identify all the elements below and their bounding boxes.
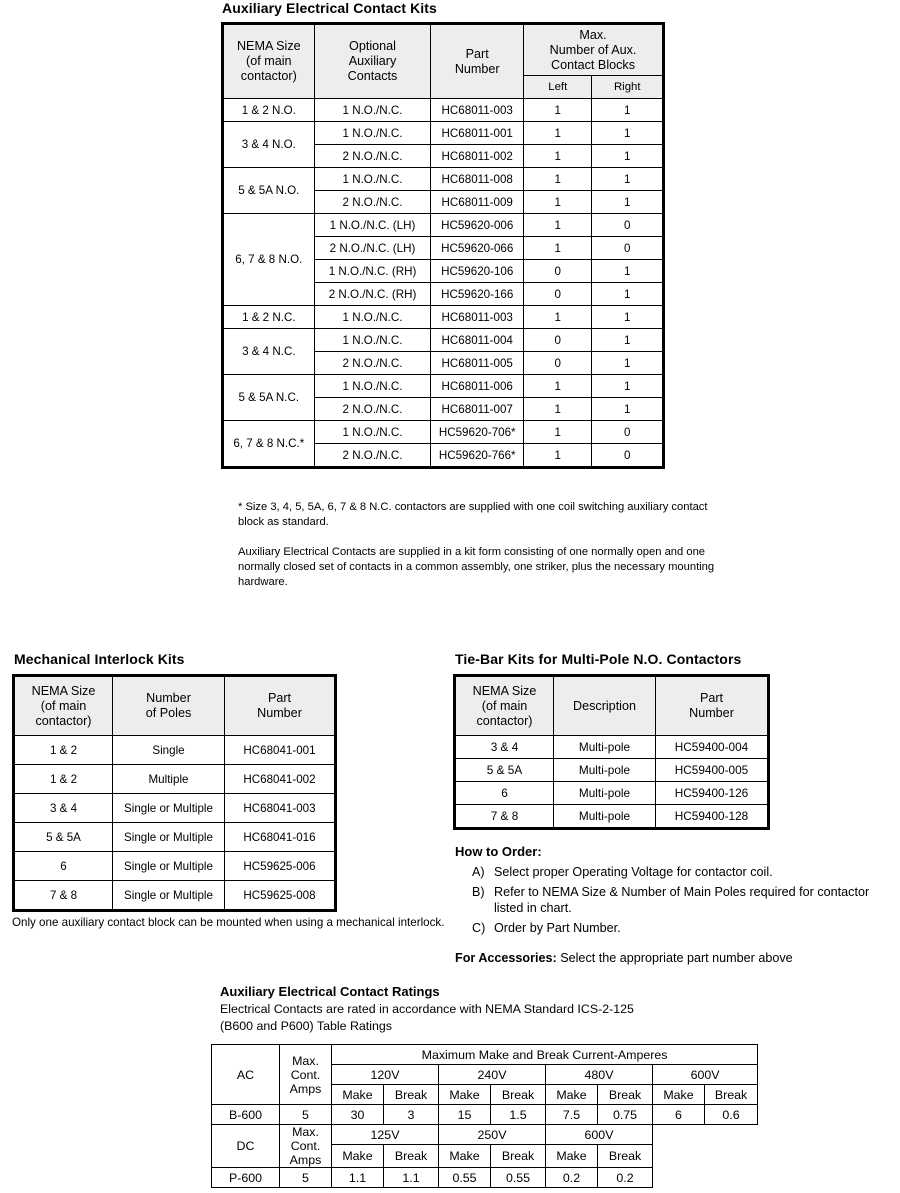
header-nema-size: NEMA Size (of main contactor) — [15, 677, 113, 736]
aux-kits-part-number: HC68011-005 — [431, 352, 524, 375]
tiebar-nema-size: 5 & 5A — [456, 759, 554, 782]
aux-kits-contacts: 1 N.O./N.C. (RH) — [314, 260, 431, 283]
aux-kits-contacts: 2 N.O./N.C. — [314, 145, 431, 168]
ratings-ac-data-row — [212, 1105, 758, 1125]
aux-kits-left: 1 — [524, 444, 592, 467]
order-step-text: Order by Part Number. — [494, 920, 621, 935]
mech-part-number: HC59625-008 — [225, 881, 335, 910]
order-step-letter: A) — [472, 865, 485, 879]
mech-part-number: HC59625-006 — [225, 852, 335, 881]
mech-table-wrapper — [12, 674, 337, 917]
aux-kits-left: 0 — [524, 352, 592, 375]
mech-nema-size: 7 & 8 — [15, 881, 113, 910]
tiebar-part-number: HC59400-004 — [656, 736, 768, 759]
header-optional-aux-contacts: Optional Auxiliary Contacts — [314, 25, 431, 99]
mech-part-number: HC68041-016 — [225, 823, 335, 852]
tiebar-description: Multi-pole — [554, 782, 656, 805]
aux-kits-right: 1 — [592, 145, 663, 168]
mech-poles: Single or Multiple — [113, 823, 225, 852]
mech-part-number: HC68041-001 — [225, 736, 335, 765]
table-row — [224, 99, 663, 122]
mech-table-border — [12, 674, 337, 912]
aux-kits-right: 0 — [592, 444, 663, 467]
ratings-dc-value-3: 0.55 — [491, 1168, 546, 1188]
aux-kits-left: 1 — [524, 237, 592, 260]
aux-kits-contacts: 2 N.O./N.C. — [314, 352, 431, 375]
aux-kits-body — [224, 99, 663, 467]
mech-nema-size: 6 — [15, 852, 113, 881]
ratings-ac-break-2: Break — [598, 1085, 653, 1105]
aux-kits-contacts: 1 N.O./N.C. — [314, 306, 431, 329]
mech-poles: Single or Multiple — [113, 852, 225, 881]
aux-kits-part-number: HC59620-006 — [431, 214, 524, 237]
ratings-dc-designation: P-600 — [212, 1168, 280, 1188]
aux-kits-nema-size: 5 & 5A N.C. — [224, 375, 315, 421]
aux-kits-footnote-2: Auxiliary Electrical Contacts are supplied in a kit form consisting of one normally open and one normally closed set of contacts in a common assembly, one striker, plus the necessary mounting hardware. — [238, 546, 715, 588]
ratings-ac-make-1: Make — [439, 1085, 491, 1105]
how-to-order-title: How to Order: — [455, 844, 542, 859]
mech-nema-size: 5 & 5A — [15, 823, 113, 852]
ratings-dc-make-1: Make — [439, 1145, 491, 1168]
ratings-ac-voltage-2: 480V — [546, 1065, 653, 1085]
ratings-dc-empty-cell — [653, 1125, 758, 1188]
mech-part-number: HC68041-002 — [225, 765, 335, 794]
table-row — [456, 805, 768, 828]
aux-kits-part-number: HC68011-001 — [431, 122, 524, 145]
table-row — [224, 214, 663, 237]
for-accessories-line — [455, 950, 885, 966]
aux-kits-right: 0 — [592, 421, 663, 444]
ratings-ac-voltage-0: 120V — [332, 1065, 439, 1085]
for-accessories-label: For Accessories: — [455, 951, 557, 965]
header-nema-size: NEMA Size (of main contactor) — [456, 677, 554, 736]
for-accessories-text: Select the appropriate part number above — [560, 951, 793, 965]
order-step — [472, 920, 884, 937]
table-row — [15, 736, 335, 765]
aux-kits-nema-size: 6, 7 & 8 N.O. — [224, 214, 315, 306]
header-part-number: Part Number — [225, 677, 335, 736]
table-row — [224, 375, 663, 398]
aux-kits-contacts: 1 N.O./N.C. — [314, 122, 431, 145]
ratings-dc-voltage-1: 250V — [439, 1125, 546, 1145]
table-row — [224, 306, 663, 329]
aux-kits-left: 1 — [524, 168, 592, 191]
aux-kits-contacts: 1 N.O./N.C. (LH) — [314, 214, 431, 237]
header-left: Left — [524, 76, 592, 99]
aux-kits-part-number: HC59620-106 — [431, 260, 524, 283]
tiebar-table — [455, 676, 768, 828]
aux-kits-thead — [224, 25, 663, 99]
ratings-dc-max-cont-amps: Max. Cont. Amps — [280, 1125, 332, 1168]
ratings-dc-amps: 5 — [280, 1168, 332, 1188]
aux-kits-part-number: HC59620-706* — [431, 421, 524, 444]
ratings-ac-make-0: Make — [332, 1085, 384, 1105]
header-max-aux-blocks: Max. Number of Aux. Contact Blocks — [524, 25, 663, 76]
tiebar-nema-size: 7 & 8 — [456, 805, 554, 828]
aux-kits-part-number: HC68011-009 — [431, 191, 524, 214]
aux-kits-left: 0 — [524, 260, 592, 283]
header-nema-size: NEMA Size (of main contactor) — [224, 25, 315, 99]
tiebar-nema-size: 3 & 4 — [456, 736, 554, 759]
header-part-number: Part Number — [656, 677, 768, 736]
aux-kits-part-number: HC68011-008 — [431, 168, 524, 191]
aux-kits-nema-size: 3 & 4 N.C. — [224, 329, 315, 375]
header-number-of-poles: Number of Poles — [113, 677, 225, 736]
ratings-dc-value-5: 0.2 — [598, 1168, 653, 1188]
mech-thead — [15, 677, 335, 736]
table-row — [456, 736, 768, 759]
ratings-dc-break-1: Break — [491, 1145, 546, 1168]
table-row — [15, 794, 335, 823]
how-to-order-list — [472, 864, 884, 939]
ratings-table-wrapper — [211, 1044, 758, 1188]
order-step — [472, 864, 884, 881]
table-row — [15, 765, 335, 794]
ratings-ac-value-0: 30 — [332, 1105, 384, 1125]
mech-header-row — [15, 677, 335, 736]
table-row — [456, 782, 768, 805]
mech-nema-size: 3 & 4 — [15, 794, 113, 823]
tiebar-table-border — [453, 674, 770, 830]
aux-kits-left: 1 — [524, 122, 592, 145]
aux-kits-table — [223, 24, 663, 467]
order-step-text: Select proper Operating Voltage for contactor coil. — [494, 865, 773, 879]
ratings-ac-header-row-1 — [212, 1045, 758, 1065]
ratings-dc-value-2: 0.55 — [439, 1168, 491, 1188]
aux-kits-left: 1 — [524, 398, 592, 421]
tiebar-header-row — [456, 677, 768, 736]
ratings-dc-value-4: 0.2 — [546, 1168, 598, 1188]
aux-kits-right: 1 — [592, 398, 663, 421]
aux-kits-left: 1 — [524, 375, 592, 398]
aux-kits-part-number: HC68011-002 — [431, 145, 524, 168]
aux-kits-part-number: HC59620-166 — [431, 283, 524, 306]
ratings-ac-value-5: 0.75 — [598, 1105, 653, 1125]
ratings-ac-value-7: 0.6 — [705, 1105, 758, 1125]
ratings-dc-break-0: Break — [384, 1145, 439, 1168]
aux-kits-right: 1 — [592, 283, 663, 306]
ratings-dc-voltage-row — [212, 1125, 758, 1145]
aux-kits-contacts: 1 N.O./N.C. — [314, 99, 431, 122]
aux-kits-right: 1 — [592, 329, 663, 352]
ratings-ac-value-1: 3 — [384, 1105, 439, 1125]
aux-kits-left: 0 — [524, 283, 592, 306]
ratings-dc-break-2: Break — [598, 1145, 653, 1168]
ratings-ac-voltage-3: 600V — [653, 1065, 758, 1085]
aux-kits-left: 1 — [524, 191, 592, 214]
aux-kits-right: 1 — [592, 260, 663, 283]
order-step — [472, 884, 884, 917]
aux-kits-table-border — [221, 22, 665, 469]
ratings-ac-break-3: Break — [705, 1085, 758, 1105]
ratings-table — [211, 1044, 758, 1188]
aux-kits-nema-size: 6, 7 & 8 N.C.* — [224, 421, 315, 467]
ratings-ac-max-cont-amps: Max. Cont. Amps — [280, 1045, 332, 1105]
aux-kits-right: 1 — [592, 191, 663, 214]
order-step-text: Refer to NEMA Size & Number of Main Poles required for contactor listed in chart. — [494, 884, 870, 915]
aux-kits-contacts: 1 N.O./N.C. — [314, 375, 431, 398]
mech-poles: Multiple — [113, 765, 225, 794]
ratings-dc-value-0: 1.1 — [332, 1168, 384, 1188]
mech-poles: Single — [113, 736, 225, 765]
aux-kits-right: 0 — [592, 237, 663, 260]
aux-kits-right: 1 — [592, 99, 663, 122]
aux-kits-part-number: HC59620-066 — [431, 237, 524, 260]
tiebar-description: Multi-pole — [554, 759, 656, 782]
aux-kits-nema-size: 5 & 5A N.O. — [224, 168, 315, 214]
aux-kits-contacts: 2 N.O./N.C. — [314, 191, 431, 214]
tiebar-part-number: HC59400-128 — [656, 805, 768, 828]
aux-kits-part-number: HC68011-003 — [431, 306, 524, 329]
table-row — [456, 759, 768, 782]
ratings-ac-break-0: Break — [384, 1085, 439, 1105]
ratings-intro-line-1: Electrical Contacts are rated in accordance with NEMA Standard ICS-2-125 — [220, 1002, 634, 1016]
ratings-ac-break-1: Break — [491, 1085, 546, 1105]
aux-kits-part-number: HC68011-004 — [431, 329, 524, 352]
ratings-ac-amps: 5 — [280, 1105, 332, 1125]
ratings-ac-make-3: Make — [653, 1085, 705, 1105]
ratings-dc-make-2: Make — [546, 1145, 598, 1168]
ratings-dc-voltage-0: 125V — [332, 1125, 439, 1145]
aux-kits-left: 1 — [524, 99, 592, 122]
tiebar-body — [456, 736, 768, 828]
aux-kits-nema-size: 3 & 4 N.O. — [224, 122, 315, 168]
ratings-ac-value-4: 7.5 — [546, 1105, 598, 1125]
table-row — [224, 421, 663, 444]
aux-kits-left: 1 — [524, 145, 592, 168]
ratings-ac-value-2: 15 — [439, 1105, 491, 1125]
mech-interlock-table — [14, 676, 335, 910]
ratings-ac-voltage-1: 240V — [439, 1065, 546, 1085]
mech-nema-size: 1 & 2 — [15, 736, 113, 765]
ratings-ac-value-3: 1.5 — [491, 1105, 546, 1125]
aux-kits-part-number: HC68011-007 — [431, 398, 524, 421]
tiebar-description: Multi-pole — [554, 805, 656, 828]
tiebar-part-number: HC59400-126 — [656, 782, 768, 805]
aux-kits-left: 0 — [524, 329, 592, 352]
ratings-title: Auxiliary Electrical Contact Ratings — [220, 984, 440, 999]
mech-interlock-note: Only one auxiliary contact block can be mounted when using a mechanical interlock. — [12, 916, 445, 929]
table-row — [15, 852, 335, 881]
aux-kits-nema-size: 1 & 2 N.O. — [224, 99, 315, 122]
aux-kits-contacts: 2 N.O./N.C. — [314, 398, 431, 421]
aux-kits-contacts: 2 N.O./N.C. (LH) — [314, 237, 431, 260]
aux-kits-footnote-1: * Size 3, 4, 5, 5A, 6, 7 & 8 N.C. contactors are supplied with one coil switching auxiliary contact block as standard. — [238, 501, 708, 528]
aux-kits-title: Auxiliary Electrical Contact Kits — [222, 0, 437, 16]
mech-interlock-title: Mechanical Interlock Kits — [14, 651, 185, 667]
aux-kits-table-wrapper — [221, 22, 665, 474]
tiebar-table-wrapper — [453, 674, 770, 835]
aux-kits-left: 1 — [524, 421, 592, 444]
order-step-letter: B) — [472, 884, 485, 899]
tiebar-title: Tie-Bar Kits for Multi-Pole N.O. Contactors — [455, 651, 742, 667]
ratings-dc-voltage-2: 600V — [546, 1125, 653, 1145]
ratings-ac-span-header: Maximum Make and Break Current-Amperes — [332, 1045, 758, 1065]
aux-kits-contacts: 1 N.O./N.C. — [314, 329, 431, 352]
ratings-ac-designation: B-600 — [212, 1105, 280, 1125]
table-row — [15, 823, 335, 852]
aux-kits-right: 1 — [592, 168, 663, 191]
tiebar-description: Multi-pole — [554, 736, 656, 759]
ratings-body — [212, 1045, 758, 1188]
ratings-dc-make-0: Make — [332, 1145, 384, 1168]
mech-part-number: HC68041-003 — [225, 794, 335, 823]
tiebar-nema-size: 6 — [456, 782, 554, 805]
aux-kits-right: 1 — [592, 306, 663, 329]
aux-kits-right: 1 — [592, 375, 663, 398]
aux-kits-right: 1 — [592, 122, 663, 145]
ratings-dc-label: DC — [212, 1125, 280, 1168]
mech-body — [15, 736, 335, 910]
aux-kits-part-number: HC68011-006 — [431, 375, 524, 398]
aux-kits-contacts: 2 N.O./N.C. — [314, 444, 431, 467]
order-step-letter: C) — [472, 920, 486, 935]
ratings-dc-value-1: 1.1 — [384, 1168, 439, 1188]
mech-poles: Single or Multiple — [113, 794, 225, 823]
table-row — [15, 881, 335, 910]
aux-kits-right: 0 — [592, 214, 663, 237]
ratings-ac-value-6: 6 — [653, 1105, 705, 1125]
aux-kits-nema-size: 1 & 2 N.C. — [224, 306, 315, 329]
mech-poles: Single or Multiple — [113, 881, 225, 910]
mech-nema-size: 1 & 2 — [15, 765, 113, 794]
header-part-number: Part Number — [431, 25, 524, 99]
aux-kits-left: 1 — [524, 214, 592, 237]
aux-kits-contacts: 1 N.O./N.C. — [314, 421, 431, 444]
header-description: Description — [554, 677, 656, 736]
aux-kits-contacts: 1 N.O./N.C. — [314, 168, 431, 191]
ratings-intro-line-2: (B600 and P600) Table Ratings — [220, 1019, 392, 1033]
aux-kits-part-number: HC68011-003 — [431, 99, 524, 122]
table-row — [224, 329, 663, 352]
aux-kits-left: 1 — [524, 306, 592, 329]
ratings-ac-label: AC — [212, 1045, 280, 1105]
header-right: Right — [592, 76, 663, 99]
table-row — [224, 168, 663, 191]
aux-kits-contacts: 2 N.O./N.C. (RH) — [314, 283, 431, 306]
table-row — [224, 122, 663, 145]
tiebar-thead — [456, 677, 768, 736]
aux-kits-part-number: HC59620-766* — [431, 444, 524, 467]
aux-kits-header-row-1 — [224, 25, 663, 76]
ratings-ac-make-2: Make — [546, 1085, 598, 1105]
tiebar-part-number: HC59400-005 — [656, 759, 768, 782]
aux-kits-right: 1 — [592, 352, 663, 375]
